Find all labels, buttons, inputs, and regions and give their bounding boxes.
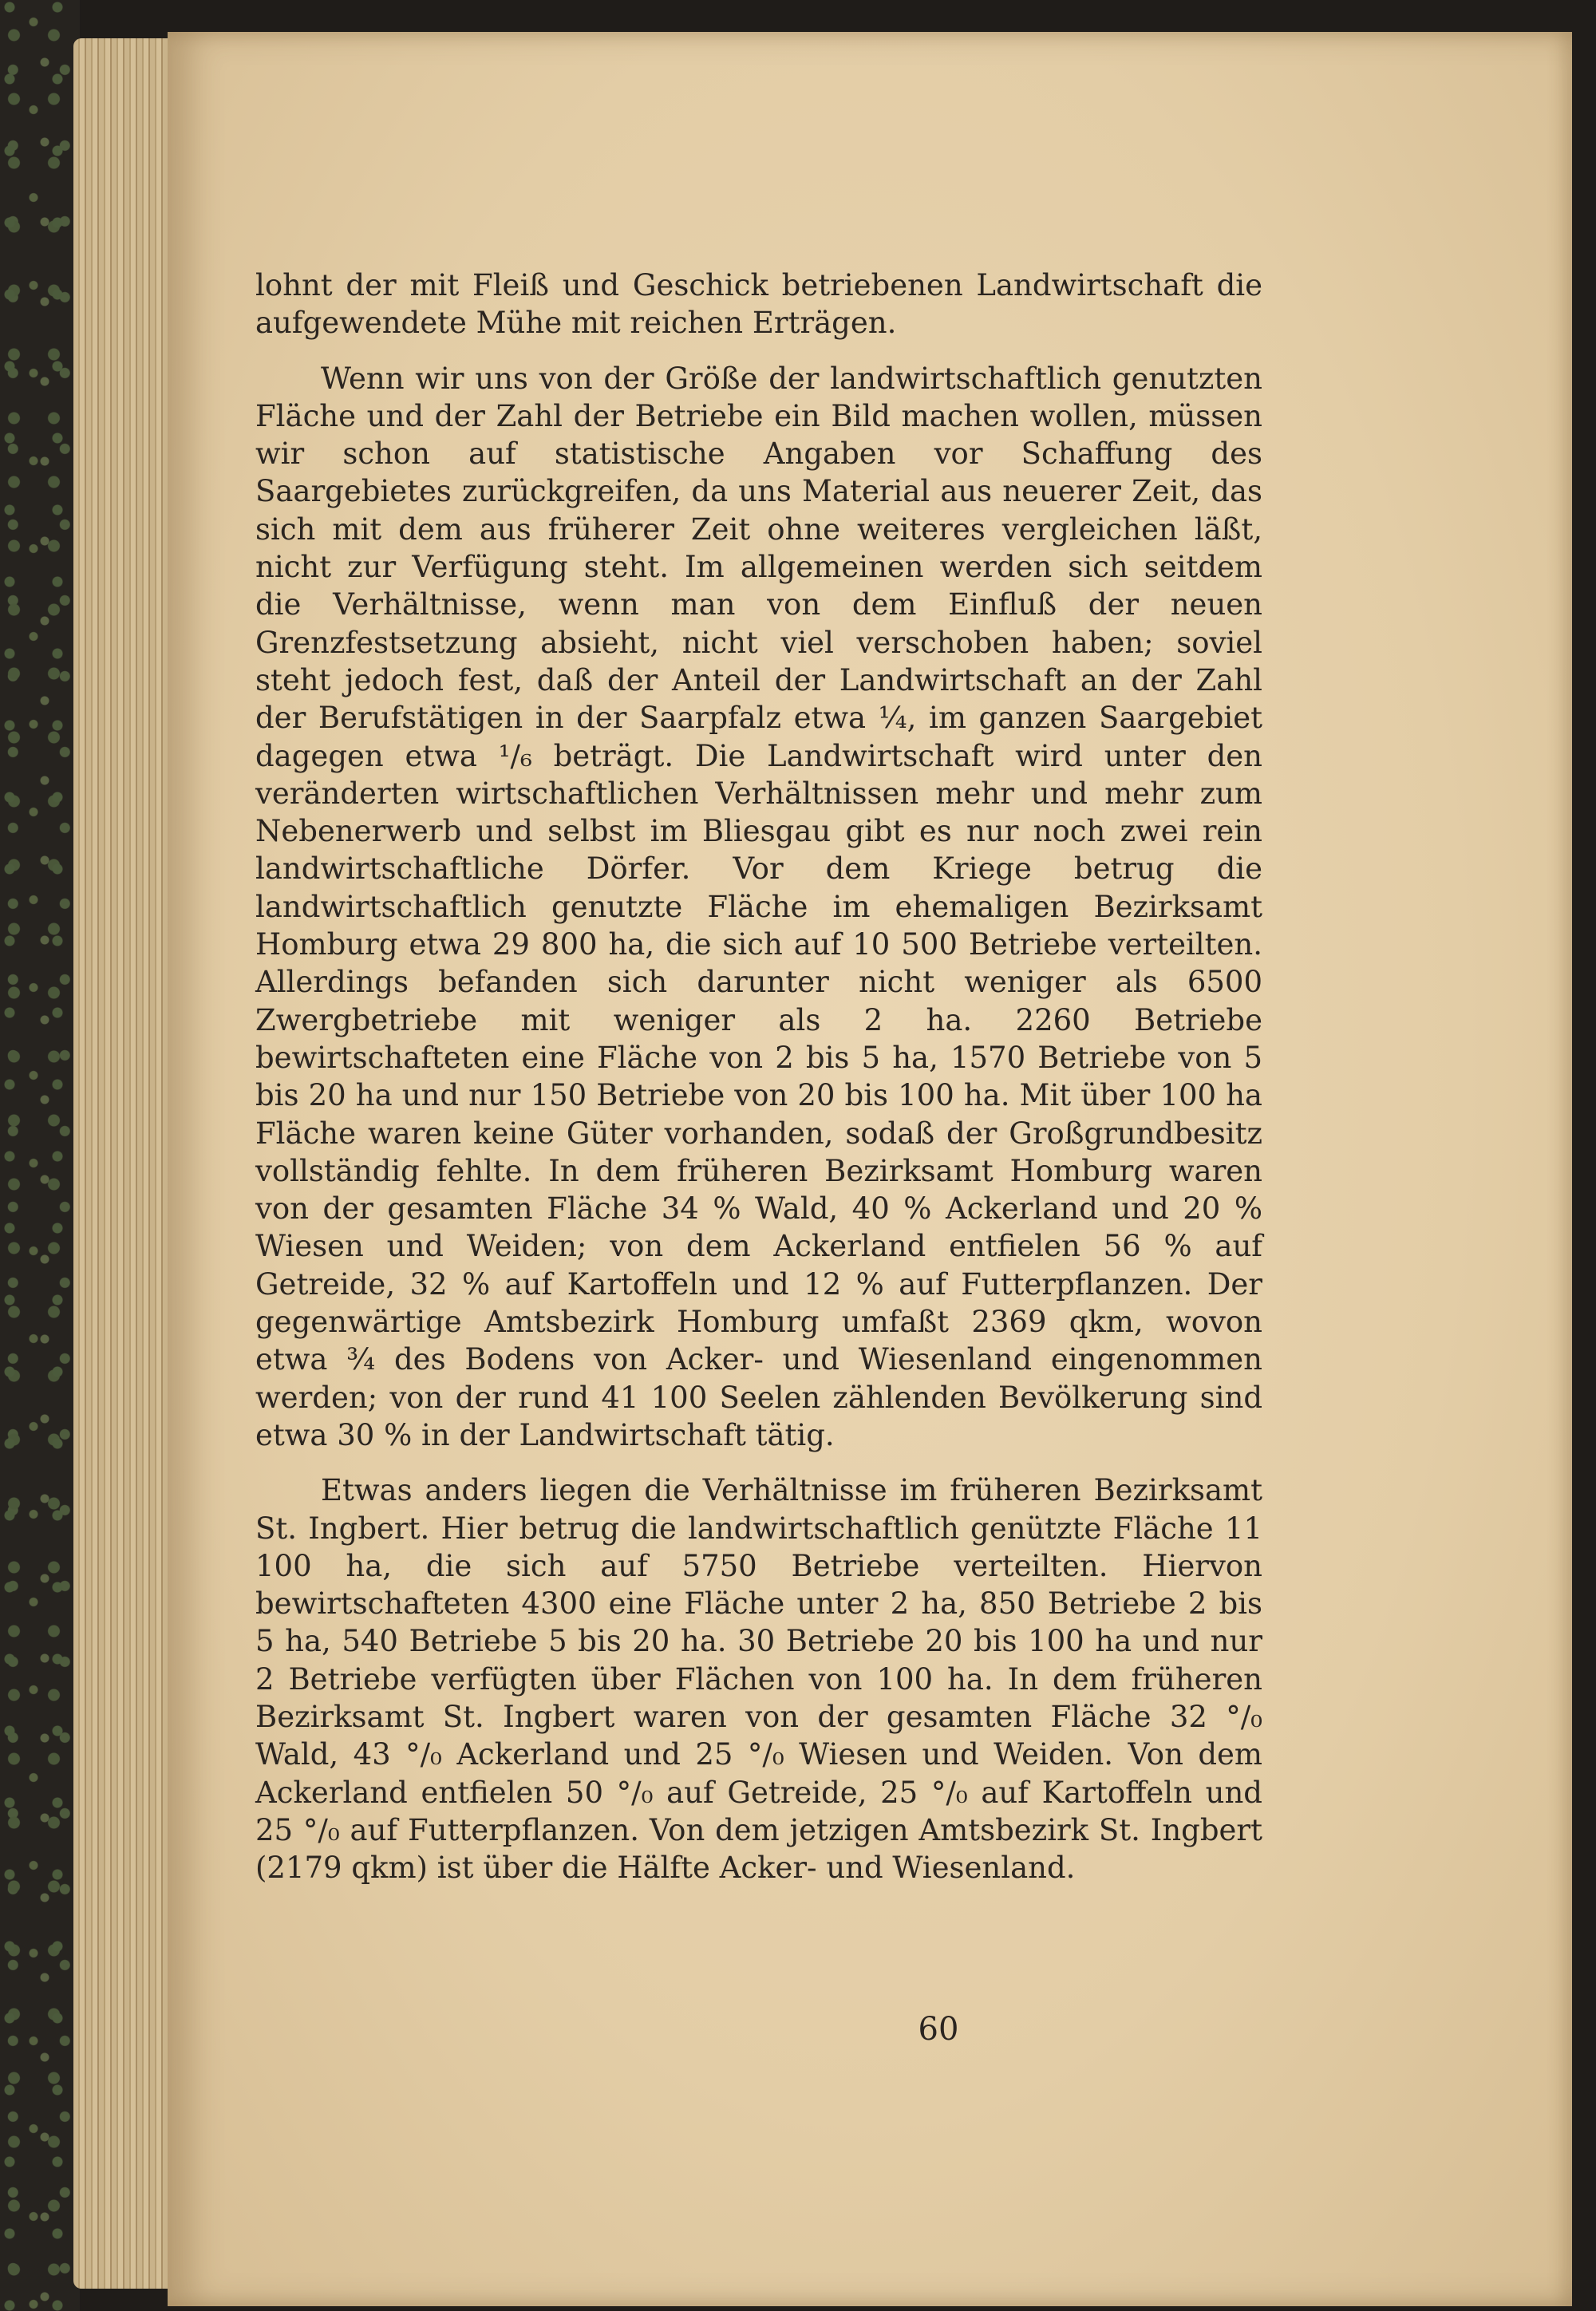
- paragraph-1: lohnt der mit Fleiß und Geschick betriebenen Landwirtschaft die aufgewendete Mühe mit reichen Erträgen.: [255, 268, 1262, 341]
- page-number-text: 60: [918, 2011, 959, 2048]
- body-text: [255, 267, 1262, 1886]
- paragraph-3: Etwas anders liegen die Verhältnisse im früheren Bezirksamt St. Ingbert. Hier betrug die landwirtschaftlich genützte Fläche 11 100 ha, die sich auf 5750 Betriebe verteilten. Hiervon bewirtschafteten 4300 eine Fläche unter 2 ha, 850 Betriebe 2 bis 5 ha, 540 Betriebe 5 bis 20 ha. 30 Betriebe 20 bis 100 ha und nur 2 Betriebe verfügten über Flächen von 100 ha. In dem früheren Bezirksamt St. Ingbert waren von der gesamten Fläche 32 °/₀ Wald, 43 °/₀ Ackerland und 25 °/₀ Wiesen und Weiden. Von dem Ackerland entfielen 50 °/₀ auf Getreide, 25 °/₀ auf Kartoffeln und 25 °/₀ auf Futterpflanzen. Von dem jetzigen Amtsbezirk St. Ingbert (2179 qkm) ist über die Hälfte Acker- und Wiesenland.: [255, 1473, 1262, 1886]
- book-cover-edge: [0, 0, 80, 2311]
- paragraph-2: Wenn wir uns von der Größe der landwirtschaftlich genutzten Fläche und der Zahl der Betriebe ein Bild machen wollen, müssen wir schon auf statistische Angaben vor Schaffung des Saargebietes zurückgreifen, da uns Material aus neuerer Zeit, das sich mit dem aus früherer Zeit ohne weiteres vergleichen läßt, nicht zur Verfügung steht. Im allgemeinen werden sich seitdem die Verhältnisse, wenn man von dem Einfluß der neuen Grenzfestsetzung absieht, nicht viel verschoben haben; soviel steht jedoch fest, daß der Anteil der Landwirtschaft an der Zahl der Berufstätigen in der Saarpfalz etwa ¼, im ganzen Saargebiet dagegen etwa ¹/₆ beträgt. Die Landwirtschaft wird unter den veränderten wirtschaftlichen Verhältnissen mehr und mehr zum Nebenerwerb und selbst im Bliesgau gibt es nur noch zwei rein landwirtschaftliche Dörfer. Vor dem Kriege betrug die landwirtschaftlich genutzte Fläche im ehemaligen Bezirksamt Homburg etwa 29 800 ha, die sich auf 10 500 Betriebe verteilten. Allerdings befanden sich darunter nicht weniger als 6500 Zwergbetriebe mit weniger als 2 ha. 2260 Betriebe bewirtschafteten eine Fläche von 2 bis 5 ha, 1570 Betriebe von 5 bis 20 ha und nur 150 Betriebe von 20 bis 100 ha. Mit über 100 ha Fläche waren keine Güter vorhanden, sodaß der Großgrundbesitz vollständig fehlte. In dem früheren Bezirksamt Homburg waren von der gesamten Fläche 34 % Wald, 40 % Ackerland und 20 % Wiesen und Weiden; von dem Ackerland entfielen 56 % auf Getreide, 32 % auf Kartoffeln und 12 % auf Futterpflanzen. Der gegenwärtige Amtsbezirk Homburg umfaßt 2369 qkm, wovon etwa ¾ des Bodens von Acker- und Wiesenland eingenommen werden; von der rund 41 100 Seelen zählenden Bevölkerung sind etwa 30 % in der Landwirtschaft tätig.: [255, 361, 1262, 1452]
